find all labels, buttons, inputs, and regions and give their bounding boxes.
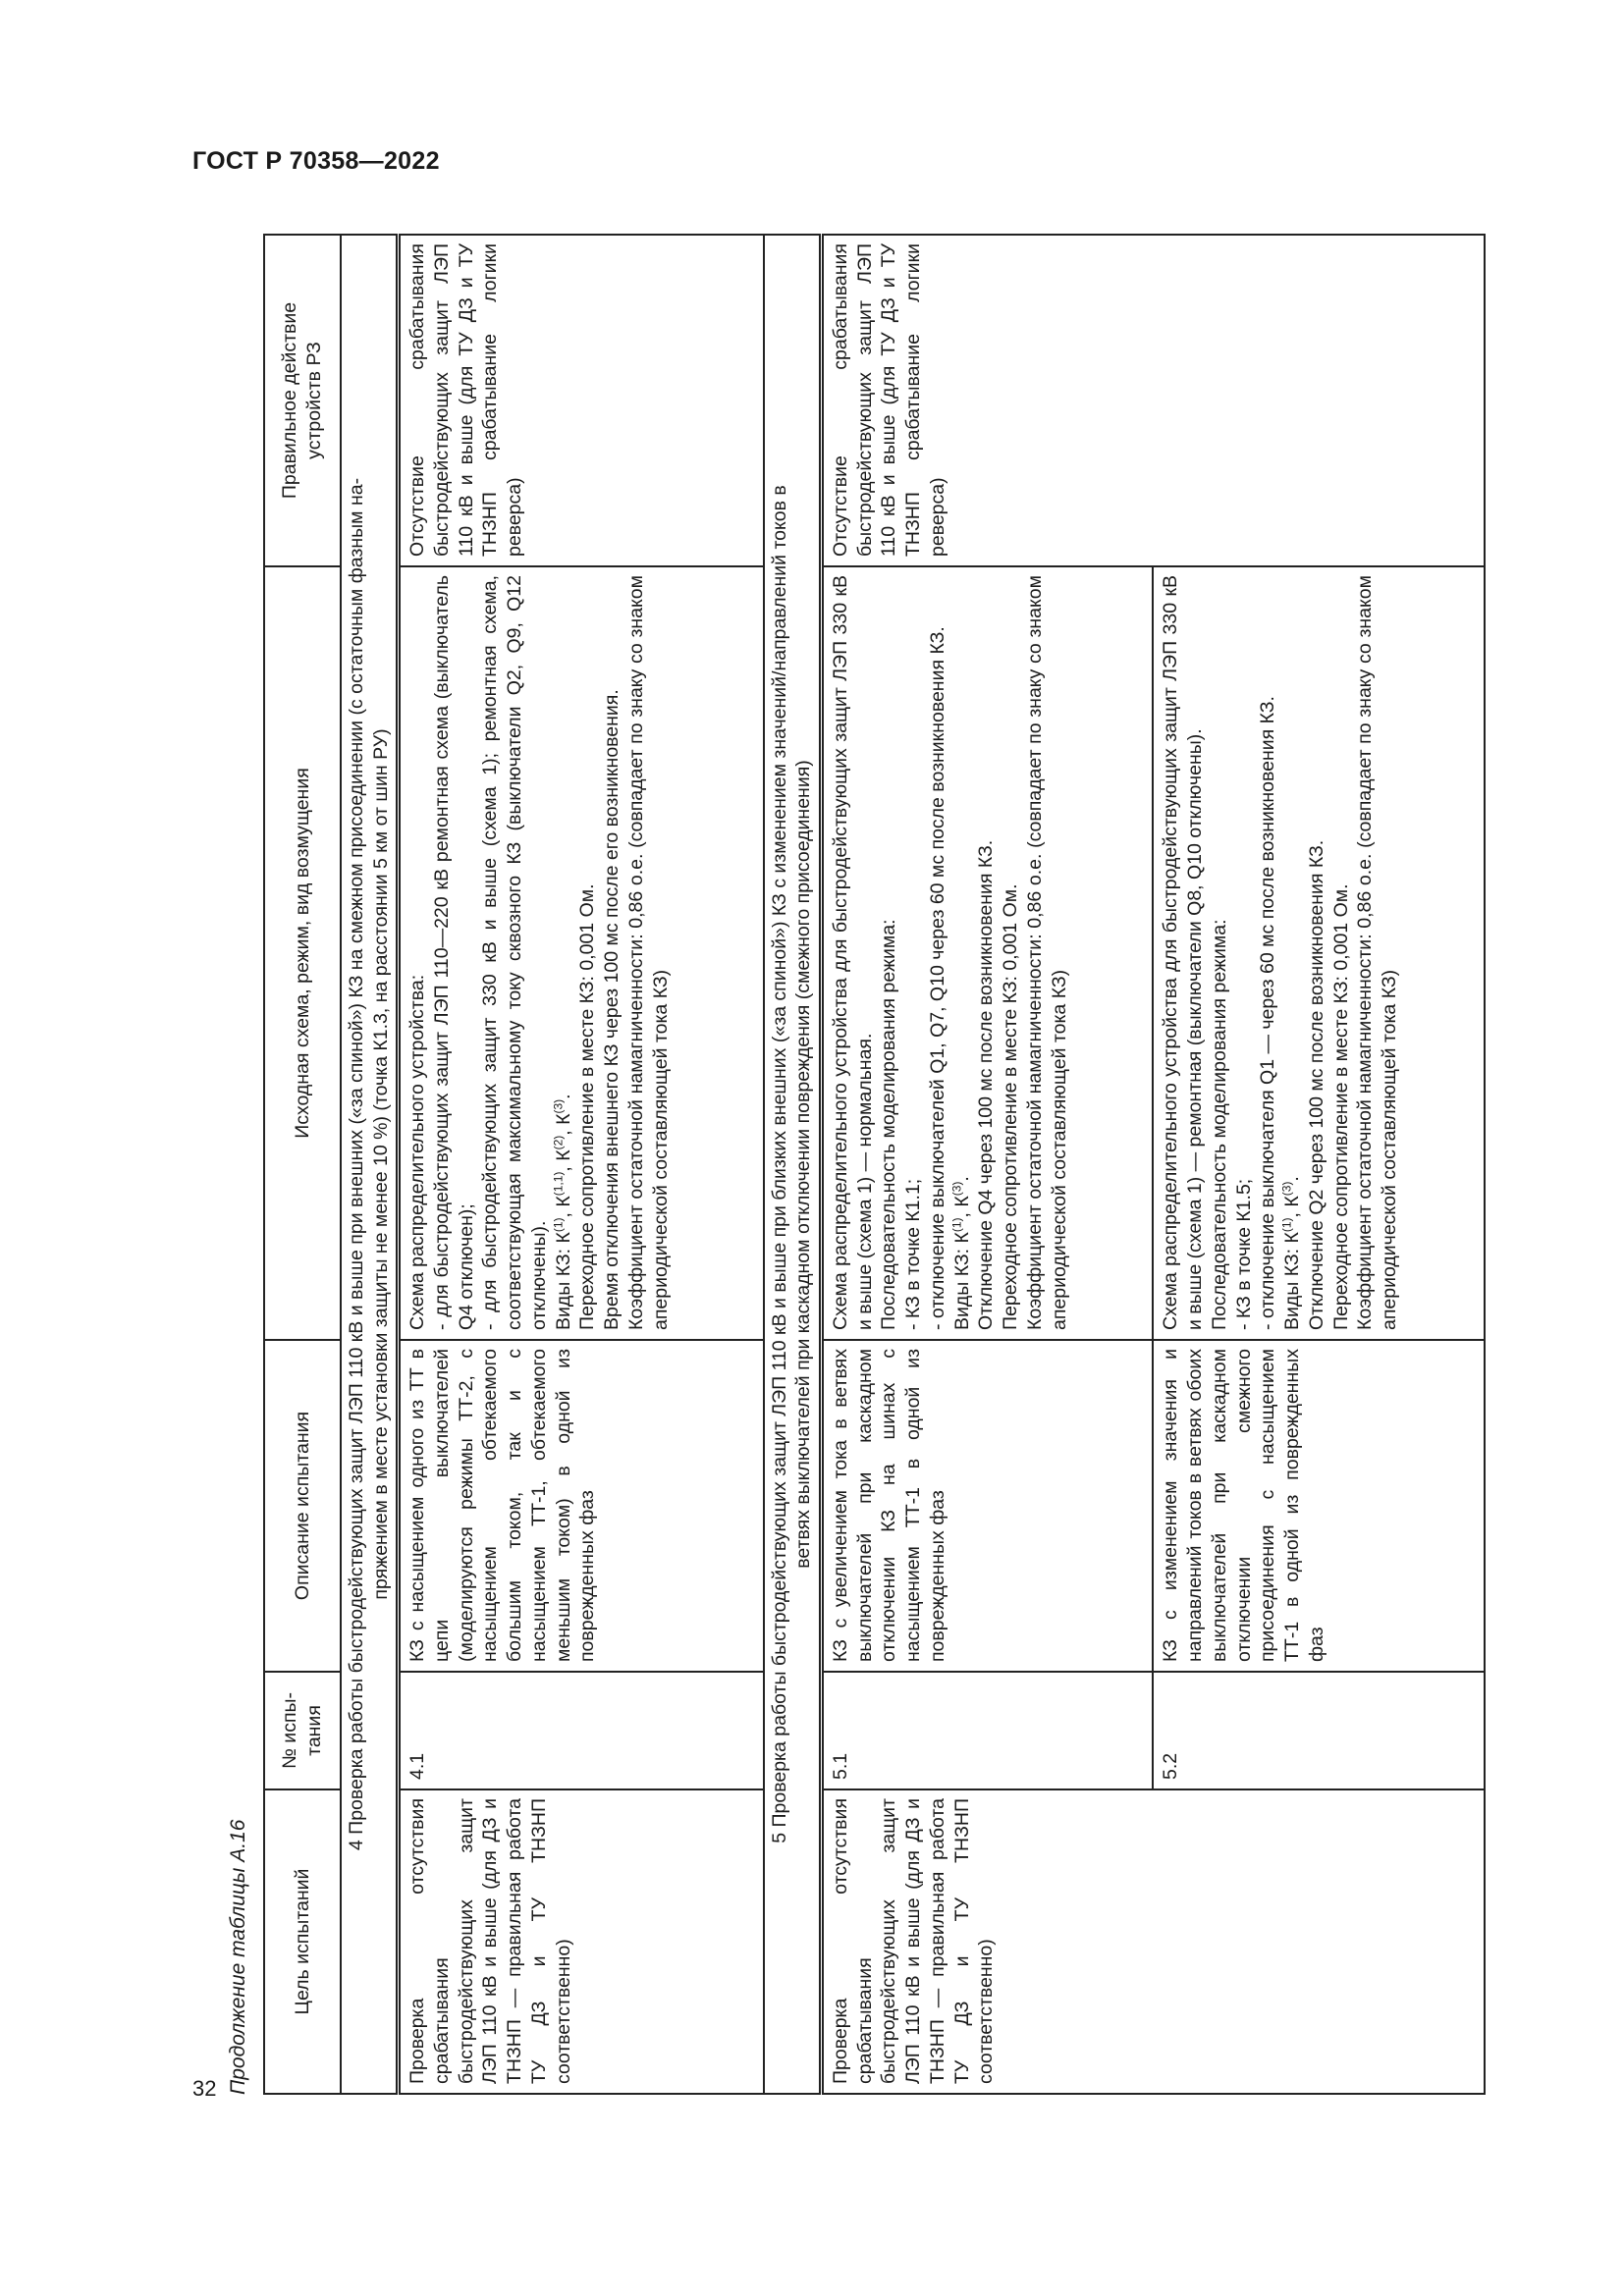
scheme-line: Последовательность моделирования режима:	[878, 919, 900, 1330]
fault-types: Виды КЗ: $К^{(1)}$, К$^{(1,1)}$, $К^{(2)}$, $К^{(3)}$.	[551, 1094, 574, 1330]
scheme-line: Схема распределительного устройства для быстродействующих защит ЛЭП 330 кВ и выше (схема 1) — ремонтная (выключатели Q8, Q10 отключены).	[1160, 575, 1206, 1330]
test-scheme	[821, 566, 1153, 1340]
section-4-goal: Проверка отсутствия срабатывания быстродействующих защит ЛЭП 110 кВ и выше (для ДЗ и ТНЗНП — правильная работа ТУ ДЗ и ТУ ТНЗНП соответственно)	[399, 1789, 764, 2094]
fault-types: Виды КЗ: $К^{(1)}$, $К^{(3)}$.	[949, 1176, 973, 1330]
scheme-line: - КЗ в точке К1.5;	[1232, 1178, 1255, 1330]
test-description: КЗ с увеличением тока в ветвях выключателей при каскадном отключении КЗ на шинах с насыщением ТТ-1 в одной из поврежденных фаз	[821, 1340, 1153, 1672]
scheme-line: Коэффициент остаточной намагниченности: 0,86 о.е. (совпадает по знаку со знаком апериодической составляющей тока КЗ)	[1354, 575, 1400, 1330]
rotated-table-block	[224, 236, 1479, 2095]
scheme-line: Переходное сопротивление в месте КЗ: 0,001 Ом.	[1000, 883, 1021, 1330]
document-header: ГОСТ Р 70358—2022	[192, 147, 440, 175]
table-row	[821, 235, 1153, 2094]
scheme-line: - для быстродействующих защит 330 кВ и выше (схема 1); ремонтная схема, соответствующая максимальному току сквозного КЗ (выключатели Q2, Q9, Q12 отключены).	[479, 575, 550, 1330]
scheme-line: Схема распределительного устройства для быстродействующих защит ЛЭП 330 кВ и выше (схема 1) — нормальная.	[829, 575, 876, 1330]
table-caption: Продолжение таблицы А.16	[227, 1819, 249, 2095]
col-result-header: Правильное действие устройств РЗ	[264, 235, 341, 566]
scheme-line: Последовательность моделирования режима:	[1208, 919, 1230, 1330]
col-goal-header: Цель испытаний	[264, 1789, 341, 2094]
scheme-line: Коэффициент остаточной намагниченности: 0,86 о.е. (совпадает по знаку со знаком апериодической составляющей тока КЗ)	[624, 575, 672, 1330]
scheme-line: - КЗ в точке К1.1;	[902, 1178, 924, 1330]
test-scheme	[399, 566, 764, 1340]
section-5-title: 5 Проверка работы быстродействующих защит ЛЭП 110 кВ и выше при близких внешних («за спиной») КЗ с изменением значений/направлений токов в ветвях выключателей при каскадном отключении повреждения (смежного присоединения)	[764, 235, 822, 2094]
fault-types: Виды КЗ: $К^{(1)}$, $К^{(3)}$.	[1279, 1176, 1303, 1330]
test-description: КЗ с насыщением одного из ТТ в цепи выключателей (моделируются режимы ТТ-2, с насыщением обтекаемого большим током, так и с насыщением ТТ-1, обтекаемого меньшим током) в одной из поврежденных фаз	[399, 1340, 764, 1672]
test-scheme	[1153, 566, 1485, 1340]
section-4-title: 4 Проверка работы быстродействующих защит ЛЭП 110 кВ и выше при внешних («за спиной») КЗ на смежном присоединении (с остаточным фазным на- пряжением в месте установки защиты не менее 10 %) (точка К1.3, на расстоянии 5 км от шин РУ)	[341, 235, 399, 2094]
section-4-title-row	[341, 235, 399, 2094]
test-description: КЗ с изменением значения и направлений токов в ветвях обоих выключателей при каскадном отключении смежного присоединения с насыщением ТТ-1 в одной из поврежденных фаз	[1153, 1340, 1485, 1672]
test-table	[263, 234, 1486, 2095]
section-5-title-row	[764, 235, 822, 2094]
scheme-line: - отключение выключателей Q1, Q7, Q10 через 60 мс после возникновения КЗ.	[926, 626, 948, 1330]
col-test-no-header: № испы- тания	[264, 1672, 341, 1789]
test-number: 5.1	[821, 1672, 1153, 1789]
scheme-line: Коэффициент остаточной намагниченности: 0,86 о.е. (совпадает по знаку со знаком апериодической составляющей тока КЗ)	[1023, 575, 1070, 1330]
page-number: 32	[192, 2076, 217, 2101]
scheme-line: Переходное сопротивление в месте КЗ: 0,001 Ом.	[1329, 883, 1352, 1330]
scheme-line: Отключение Q4 через 100 мс после возникновения КЗ.	[975, 839, 998, 1330]
scheme-line: Схема распределительного устройства:	[406, 974, 429, 1330]
scheme-line: Переходное сопротивление в месте КЗ: 0,001 Ом.	[576, 883, 599, 1330]
scheme-line: - отключение выключателя Q1 — через 60 мс после возникновения КЗ.	[1257, 696, 1279, 1330]
scheme-line: Время отключения внешнего КЗ через 100 мс после его возникновения.	[601, 689, 623, 1330]
scheme-line: Отключение Q2 через 100 мс после возникновения КЗ.	[1305, 839, 1327, 1330]
test-number: 5.2	[1153, 1672, 1485, 1789]
col-scheme-header: Исходная схема, режим, вид возмущения	[264, 566, 341, 1340]
expected-result: Отсутствие срабатывания быстродействующих защит ЛЭП 110 кВ и выше (для ТУ ДЗ и ТУ ТНЗНП срабатывание логики реверса)	[821, 235, 1485, 566]
table-header-row	[264, 235, 341, 2094]
col-description-header: Описание испытания	[264, 1340, 341, 1672]
table-row	[399, 235, 764, 2094]
test-number: 4.1	[399, 1672, 764, 1789]
scheme-line: - для быстродействующих защит ЛЭП 110—220 кВ ремонтная схема (выключатель Q4 отключен);	[430, 575, 477, 1330]
expected-result: Отсутствие срабатывания быстродействующих защит ЛЭП 110 кВ и выше (для ТУ ДЗ и ТУ ТНЗНП срабатывание логики реверса)	[399, 235, 764, 566]
section-5-goal: Проверка отсутствия срабатывания быстродействующих защит ЛЭП 110 кВ и выше (для ДЗ и ТНЗНП — правильная работа ТУ ДЗ и ТУ ТНЗНП соответственно)	[821, 1789, 1485, 2094]
